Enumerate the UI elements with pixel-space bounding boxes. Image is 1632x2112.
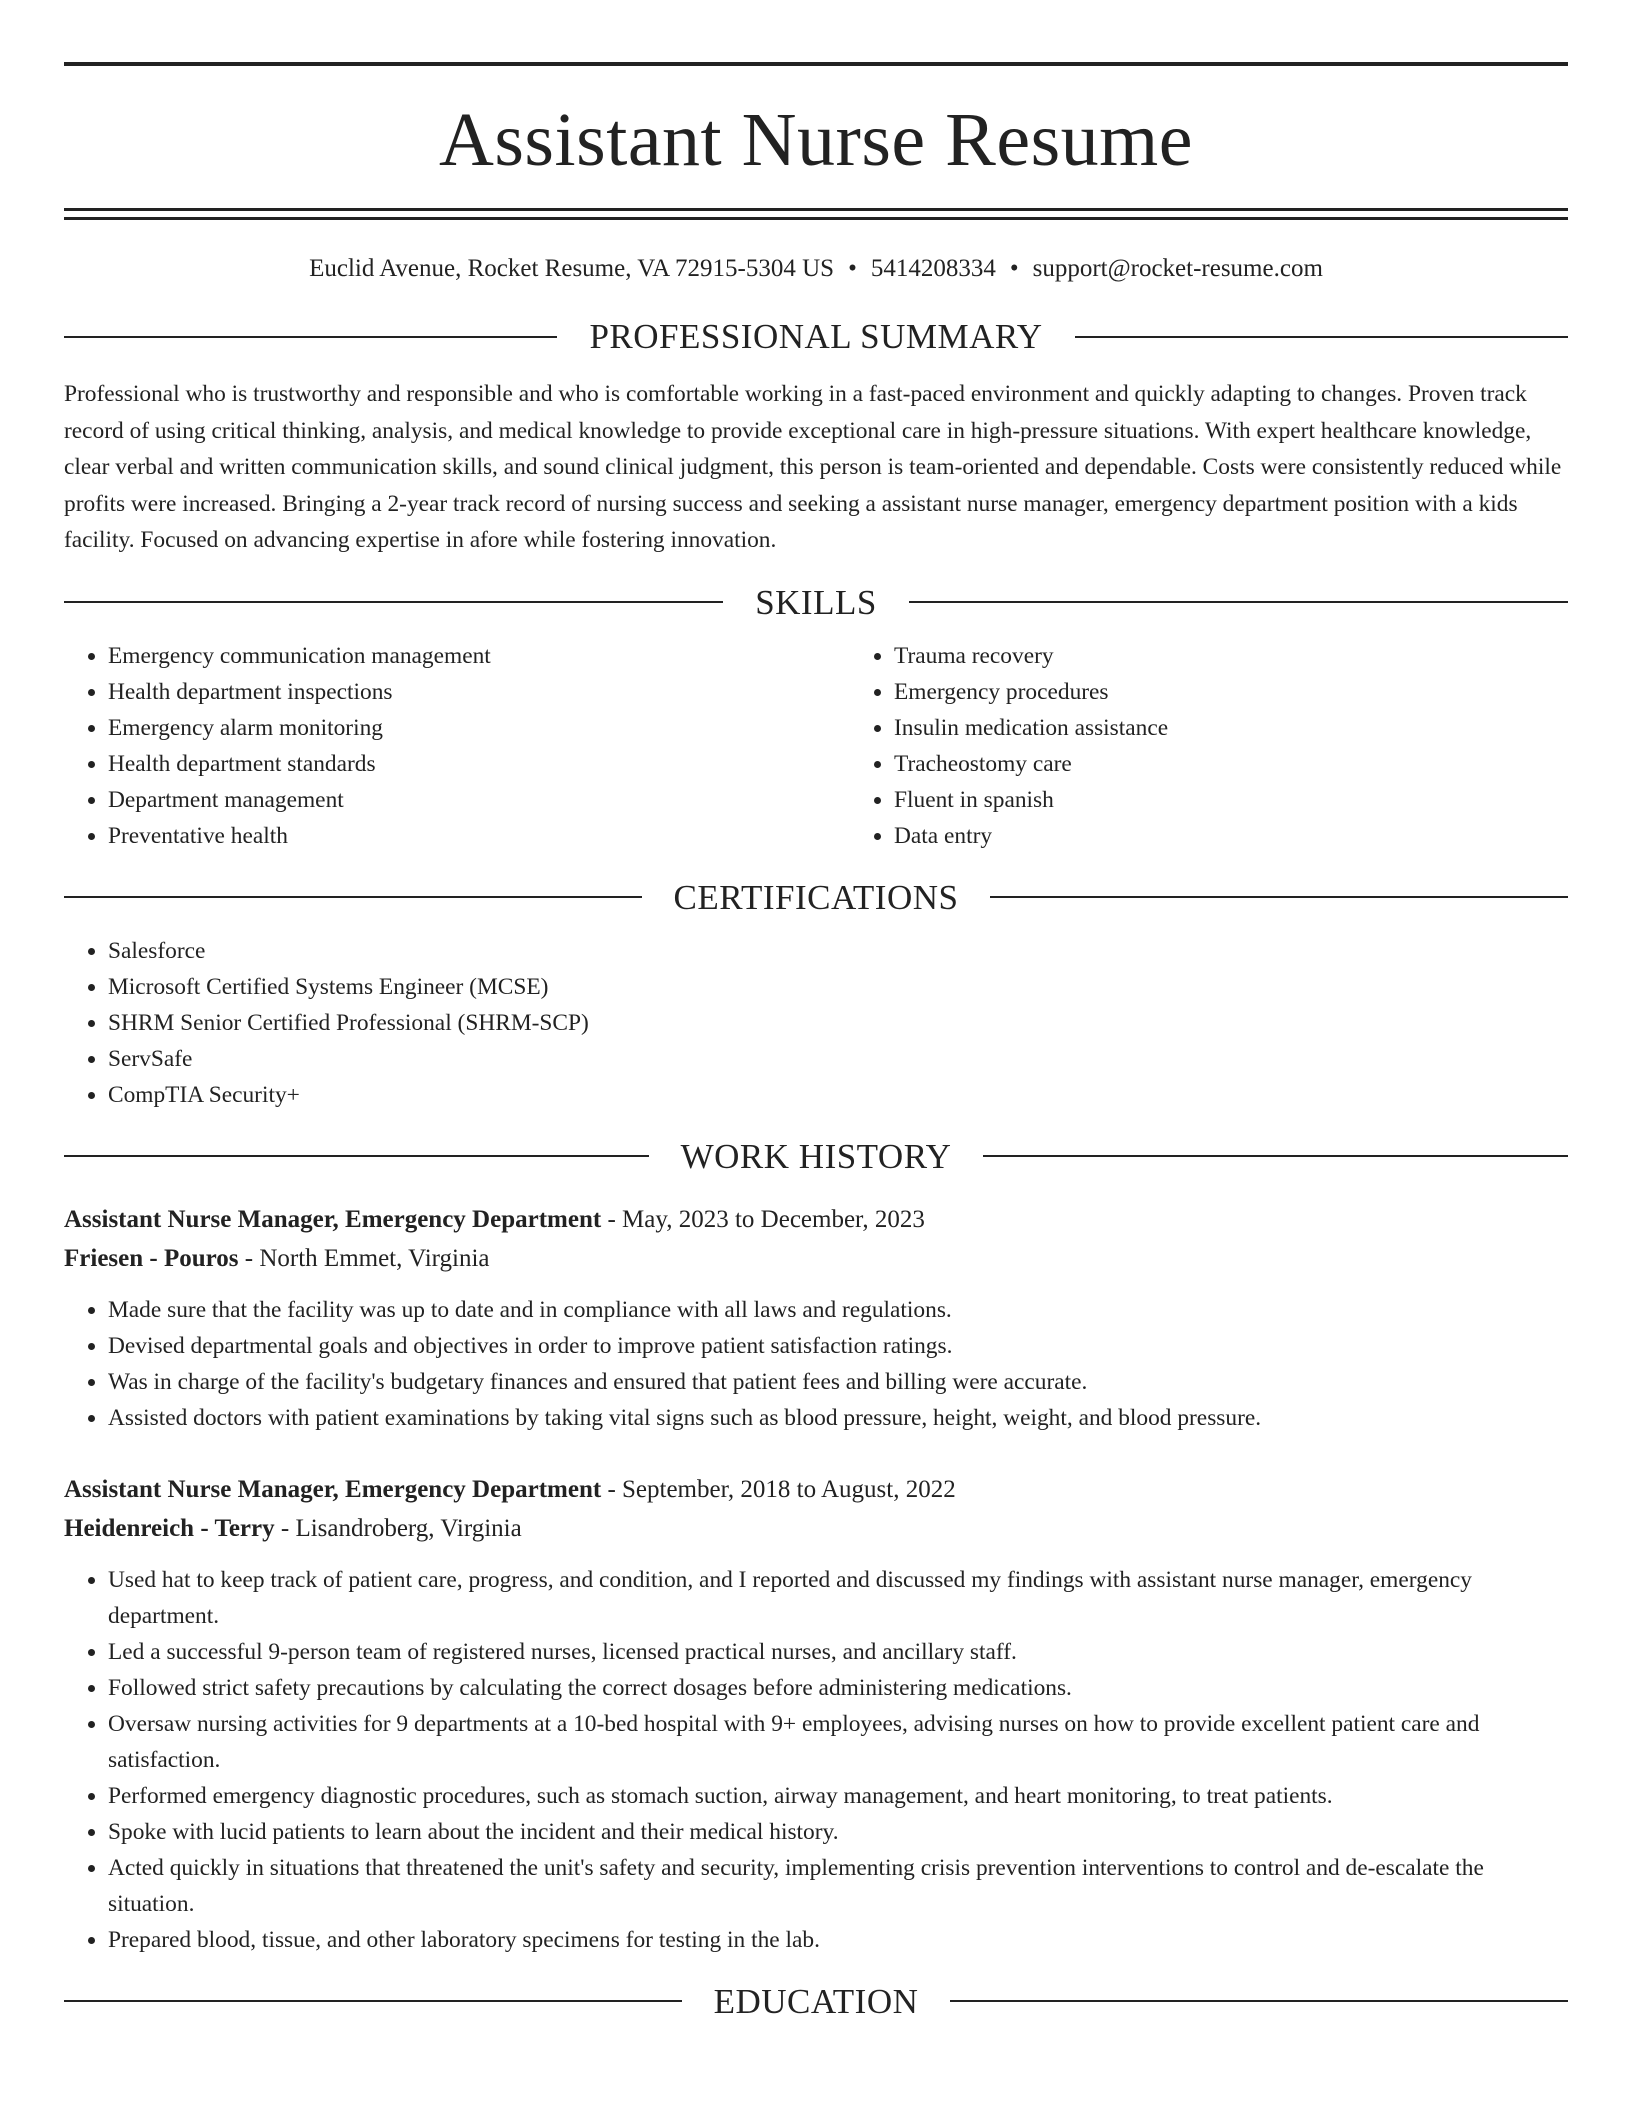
contact-email: support@rocket-resume.com <box>1032 255 1323 282</box>
job-bullet: • Followed strict safety precautions by calculating the correct dosages before administering medications. <box>108 1670 1568 1706</box>
section-heading-education <box>64 1981 1568 2021</box>
contact-separator: • <box>848 255 857 282</box>
heading-label: PROFESSIONAL SUMMARY <box>589 317 1043 356</box>
skill-item: • Fluent in spanish <box>894 782 1568 818</box>
job-bullets <box>64 1292 1568 1436</box>
skill-item: • Emergency procedures <box>894 674 1568 710</box>
job-bullet: • Used hat to keep track of patient care, progress, and condition, and I reported and discussed my findings with assistant nurse manager, emergency department. <box>108 1562 1568 1634</box>
job-title: Assistant Nurse Manager, Emergency Department <box>64 1205 602 1233</box>
skill-item: • Trauma recovery <box>894 638 1568 674</box>
top-rule <box>64 62 1568 66</box>
section-heading-summary <box>64 319 1568 354</box>
certification-item: • Microsoft Certified Systems Engineer (MCSE) <box>108 969 1568 1005</box>
certification-item: • SHRM Senior Certified Professional (SHRM-SCP) <box>108 1005 1568 1041</box>
job-bullet: • Led a successful 9-person team of registered nurses, licensed practical nurses, and ancillary staff. <box>108 1634 1568 1670</box>
job-bullet: • Acted quickly in situations that threatened the unit's safety and security, implementing crisis prevention interventions to control and de-escalate the situation. <box>108 1850 1568 1922</box>
skill-item: • Department management <box>108 782 850 818</box>
certifications-list <box>64 933 1568 1113</box>
skill-item: • Data entry <box>894 818 1568 854</box>
heading-label: EDUCATION <box>713 1981 919 2021</box>
job-title: Assistant Nurse Manager, Emergency Department <box>64 1475 602 1503</box>
skill-item: • Insulin medication assistance <box>894 710 1568 746</box>
skill-item: • Preventative health <box>108 818 850 854</box>
certification-item: • Salesforce <box>108 933 1568 969</box>
contact-address: Euclid Avenue, Rocket Resume, VA 72915-5304 US <box>309 255 835 282</box>
skill-item: • Health department standards <box>108 746 850 782</box>
heading-rule-left <box>64 2000 682 2002</box>
job-bullet: • Made sure that the facility was up to date and in compliance with all laws and regulations. <box>108 1292 1568 1328</box>
heading-label: WORK HISTORY <box>680 1136 952 1176</box>
job-bullet: • Prepared blood, tissue, and other laboratory specimens for testing in the lab. <box>108 1922 1568 1958</box>
job-title-line <box>64 1200 1568 1239</box>
heading-rule-right <box>983 1155 1568 1157</box>
job-bullet: • Devised departmental goals and objectives in order to improve patient satisfaction ratings. <box>108 1328 1568 1364</box>
heading-rule-left <box>64 336 557 338</box>
job-location: Lisandroberg, Virginia <box>295 1514 522 1542</box>
certification-item: • ServSafe <box>108 1041 1568 1077</box>
title-double-rule <box>64 208 1568 220</box>
job-bullet: • Was in charge of the facility's budgetary finances and ensured that patient fees and billing were accurate. <box>108 1364 1568 1400</box>
heading-rule-left <box>64 1155 649 1157</box>
job-entry <box>64 1470 1568 1958</box>
job-bullet: • Spoke with lucid patients to learn about the incident and their medical history. <box>108 1814 1568 1850</box>
dash: - <box>238 1244 260 1272</box>
job-bullet: • Oversaw nursing activities for 9 departments at a 10-bed hospital with 9+ employees, advising nurses on how to provide excellent patient care and satisfaction. <box>108 1706 1568 1778</box>
job-company-line <box>64 1509 1568 1548</box>
heading-label: CERTIFICATIONS <box>673 877 959 917</box>
job-dates: September, 2018 to August, 2022 <box>622 1475 956 1503</box>
contact-line <box>64 256 1568 281</box>
summary-text: Professional who is trustworthy and responsible and who is comfortable working in a fast-paced environment and quickly adapting to changes. Proven track record of using critical thinking, analysis, and medical knowledge to provide exceptional care in high-pressure situations. With expert healthcare knowledge, clear verbal and written communication skills, and sound clinical judgment, this person is team-oriented and dependable. Costs were consistently reduced while profits were increased. Bringing a 2-year track record of nursing success and seeking a assistant nurse manager, emergency department position with a kids facility. Focused on advancing expertise in afore while fostering innovation. <box>64 381 1562 553</box>
job-bullets <box>64 1562 1568 1958</box>
contact-separator: • <box>1009 255 1019 282</box>
heading-rule-right <box>909 601 1568 603</box>
job-location: North Emmet, Virginia <box>259 1244 490 1272</box>
skills-list-right <box>850 638 1568 854</box>
job-company: Heidenreich - Terry <box>64 1514 275 1542</box>
skill-item: • Tracheostomy care <box>894 746 1568 782</box>
heading-rule-right <box>950 2000 1568 2002</box>
heading-rule-left <box>64 896 642 898</box>
job-dates: May, 2023 to December, 2023 <box>622 1205 925 1233</box>
skill-item: • Emergency communication management <box>108 638 850 674</box>
section-heading-certifications <box>64 877 1568 917</box>
dash: - <box>274 1514 296 1542</box>
job-bullet: • Assisted doctors with patient examinations by taking vital signs such as blood pressure, height, weight, and blood pressure. <box>108 1400 1568 1436</box>
heading-rule-right <box>1075 336 1568 338</box>
section-heading-skills <box>64 582 1568 622</box>
page-title: Assistant Nurse Resume <box>438 98 1194 182</box>
heading-label: SKILLS <box>755 582 877 622</box>
certification-item: • CompTIA Security+ <box>108 1077 1568 1113</box>
job-bullet: • Performed emergency diagnostic procedures, such as stomach suction, airway management, and heart monitoring, to treat patients. <box>108 1778 1568 1814</box>
skill-item: • Health department inspections <box>108 674 850 710</box>
job-company-line <box>64 1239 1568 1278</box>
job-entry <box>64 1200 1568 1436</box>
job-company: Friesen - Pouros <box>64 1244 239 1272</box>
skill-item: • Emergency alarm monitoring <box>108 710 850 746</box>
heading-rule-right <box>990 896 1568 898</box>
contact-phone: 5414208334 <box>870 255 996 282</box>
dash: - <box>601 1475 623 1503</box>
skills-grid <box>64 638 1568 854</box>
job-title-line <box>64 1470 1568 1509</box>
dash: - <box>601 1205 623 1233</box>
heading-rule-left <box>64 601 723 603</box>
skills-list-left <box>64 638 850 854</box>
section-heading-work-history <box>64 1136 1568 1176</box>
